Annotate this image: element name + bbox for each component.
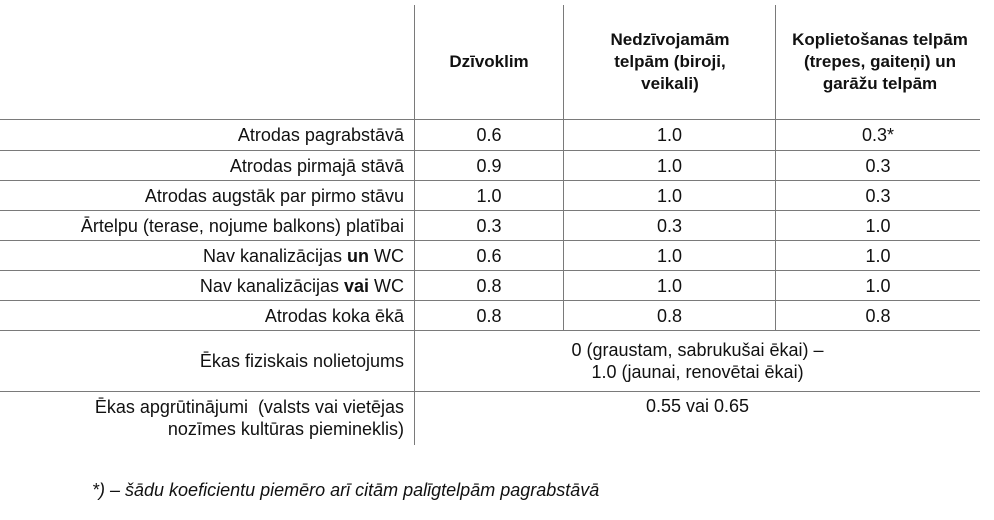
- burden-label-line1: Ēkas apgrūtinājumi (valsts vai vietējas: [94, 397, 404, 417]
- cell-r6-c3: 1.0: [865, 275, 891, 296]
- cell-r2-c2: 1.0: [656, 155, 683, 176]
- row-label-apgrutinajumi: [0, 392, 404, 446]
- wear-value-line1: 0 (graustam, sabrukušai ēkai) –: [571, 340, 824, 360]
- cell-r6-c1: 0.8: [476, 275, 502, 296]
- burden-label-line2: nozīmes kultūras piemineklis): [167, 419, 404, 439]
- cell-r3-c3: 0.3: [865, 185, 891, 206]
- header-dzivoklim: [415, 5, 563, 119]
- row-label-text: WC: [369, 275, 404, 296]
- header-koplietosanas-text: Koplietošanas telpām (trepes, gaiteņi) un garāžu telpām: [792, 30, 968, 93]
- cell-r5-c2: 1.0: [656, 245, 683, 266]
- cell-r4-c1: 0.3: [476, 215, 502, 236]
- header-dzivoklim-text: Dzīvoklim: [449, 52, 529, 71]
- header-nedzivojamam: [590, 5, 750, 119]
- cell-r7-c2: 0.8: [656, 305, 683, 326]
- cell-r1-c3: 0.3*: [861, 125, 895, 145]
- row-label-pirmaja-stava: Atrodas pirmajā stāvā: [229, 155, 404, 176]
- cell-r6-c2: 1.0: [656, 275, 683, 296]
- cell-r4-c2: 0.3: [656, 215, 683, 236]
- row-label-koka-eka: Atrodas koka ēkā: [264, 305, 404, 326]
- wear-value-line2: 1.0 (jaunai, renovētai ēkai): [591, 362, 804, 382]
- header-nedzivojamam-text: Nedzīvojamām telpām (biroji, veikali): [610, 30, 730, 93]
- row-label-augstak: Atrodas augstāk par pirmo stāvu: [144, 185, 404, 206]
- cell-r7-c3: 0.8: [865, 305, 891, 326]
- row-label-text: Nav kanalizācijas: [202, 245, 347, 266]
- row-label-text: WC: [369, 245, 404, 266]
- row-label-fiziskais-nolietojums: Ēkas fiziskais nolietojums: [199, 351, 404, 371]
- row-label-bold: vai: [343, 275, 369, 296]
- row-label-artelpu: Ārtelpu (terase, nojume balkons) platībai: [80, 215, 404, 236]
- cell-r3-c2: 1.0: [656, 185, 683, 206]
- cell-r2-c1: 0.9: [476, 155, 502, 176]
- header-koplietosanas: [786, 5, 974, 119]
- row-label-nav-kanalizacijas-vai: [0, 271, 404, 300]
- cell-r7-c1: 0.8: [476, 305, 502, 326]
- cell-r3-c1: 1.0: [476, 185, 502, 206]
- burden-value: 0.55 vai 0.65: [645, 396, 750, 416]
- footnote: *) – šādu koeficientu piemēro arī citām palīgtelpām pagrabstāvā: [92, 480, 600, 500]
- row-label-text: Nav kanalizācijas: [199, 275, 344, 296]
- cell-r5-c1: 0.6: [476, 245, 502, 266]
- row-label-bold: un: [347, 245, 369, 266]
- row-label-pagrabstava: Atrodas pagrabstāvā: [237, 125, 404, 145]
- cell-r1-c1: 0.6: [476, 125, 502, 145]
- cell-r1-c2: 1.0: [656, 125, 683, 145]
- wear-value: [415, 331, 980, 391]
- cell-r2-c3: 0.3: [865, 155, 891, 176]
- row-label-nav-kanalizacijas-un: [0, 241, 404, 270]
- cell-r4-c3: 1.0: [865, 215, 891, 236]
- cell-r5-c3: 1.0: [865, 245, 891, 266]
